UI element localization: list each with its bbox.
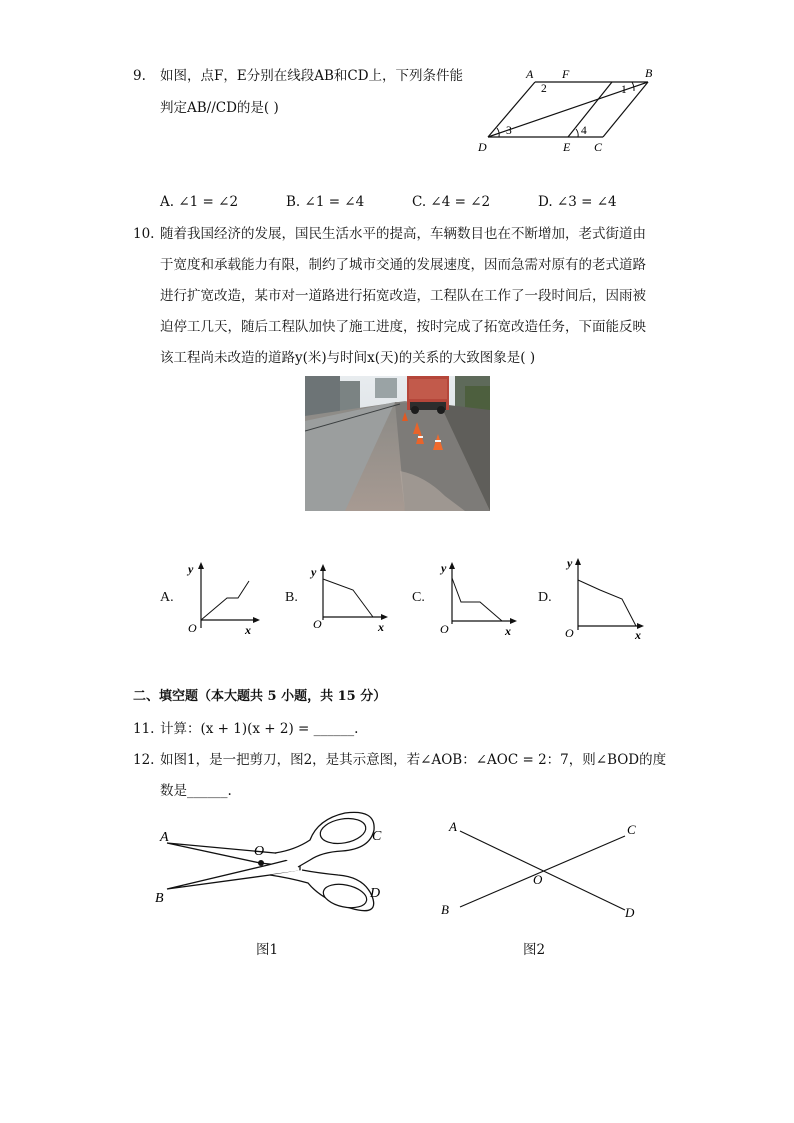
line-bc-fig2	[460, 836, 625, 907]
graph-a-origin: O	[188, 621, 197, 635]
graph-d-origin: O	[565, 626, 574, 640]
graph-b-x-label: x	[378, 620, 384, 634]
graph-c-letter: C.	[412, 590, 425, 605]
fig2-label-c: C	[627, 822, 636, 837]
scissors-pivot	[258, 860, 264, 866]
q10-text-line4: 迫停工几天，随后工程队加快了施工进度，按时完成了拓宽改造任务，下面能反映	[160, 319, 646, 335]
label-angle2: 2	[541, 83, 547, 95]
fig1-label-o: O	[254, 844, 265, 859]
label-d: D	[478, 140, 487, 154]
q11-text: 计算：(x + 1)(x + 2) = ______.	[160, 721, 359, 737]
q12-text-line1: 如图1，是一把剪刀，图2，是其示意图，若∠AOB：∠AOC = 2：7，则∠BOD的度	[160, 752, 667, 768]
fig2-caption: 图2	[523, 942, 546, 958]
q9-option-a: A. ∠1 = ∠2	[160, 194, 239, 210]
line-ef	[568, 82, 612, 137]
q12-text-line2: 数是______.	[160, 783, 232, 799]
fig2-label-b: B	[441, 902, 449, 917]
fig1-label-c: C	[372, 829, 382, 844]
graph-d-letter: D.	[538, 590, 552, 605]
graph-b	[306, 560, 391, 640]
fig1-label-b: B	[155, 891, 164, 906]
lower-blade	[167, 857, 300, 889]
graph-a-x-label: x	[245, 623, 251, 637]
label-angle1: 1	[621, 84, 627, 96]
graph-a-letter: A.	[160, 590, 174, 605]
label-f: F	[562, 67, 570, 81]
label-e: E	[563, 140, 571, 154]
graph-c-origin: O	[440, 622, 449, 636]
label-angle4: 4	[581, 125, 587, 137]
q10-text-line5: 该工程尚未改造的道路y(米)与时间x(天)的关系的大致图象是( )	[160, 350, 536, 366]
graph-c	[433, 556, 523, 640]
fig1-label-a: A	[160, 830, 169, 845]
graph-b-letter: B.	[285, 590, 298, 605]
angle4-arc	[576, 129, 578, 137]
label-angle3: 3	[506, 125, 512, 137]
q10-text-line1: 随着我国经济的发展，国民生活水平的提高，车辆数目也在不断增加，老式街道由	[160, 226, 646, 242]
graph-a	[180, 560, 260, 640]
fig1-label-d: D	[370, 886, 381, 901]
graph-b-origin: O	[313, 617, 322, 631]
q9-option-b: B. ∠1 = ∠4	[286, 194, 365, 210]
line-ad-fig2	[460, 831, 625, 910]
q10-text-line3: 进行扩宽改造，某市对一道路进行拓宽改造，工程队在工作了一段时间后，因雨被	[160, 288, 646, 304]
q10-number: 10.	[133, 226, 155, 242]
fig2-label-o: O	[533, 872, 543, 887]
graph-b-y-label: y	[311, 565, 317, 579]
q9-text-line1: 如图，点F，E分别在线段AB和CD上，下列条件能	[160, 68, 464, 84]
label-c: C	[594, 140, 603, 154]
q12-number: 12.	[133, 752, 155, 768]
angle3-arc	[497, 128, 499, 137]
fig2-label-a: A	[449, 819, 457, 834]
q9-parallelogram-figure	[470, 60, 670, 160]
intersecting-lines-figure	[435, 812, 645, 922]
q9-number: 9.	[133, 68, 146, 84]
label-a: A	[526, 67, 534, 81]
q10-text-line2: 于宽度和承载能力有限，制约了城市交通的发展速度，因而急需对原有的老式道路	[160, 257, 646, 273]
section-2-title: 二、填空题（本大题共 5 小题，共 15 分）	[133, 689, 387, 704]
label-b: B	[645, 66, 653, 80]
q9-option-c: C. ∠4 = ∠2	[412, 194, 491, 210]
fig2-label-d: D	[625, 905, 635, 920]
graph-d-y-label: y	[567, 556, 573, 570]
scissors-figure	[150, 805, 400, 925]
graph-c-x-label: x	[505, 624, 511, 638]
graph-a-y-label: y	[188, 562, 194, 576]
graph-c-y-label: y	[441, 561, 447, 575]
graph-d-x-label: x	[635, 628, 641, 642]
road-construction-photo	[305, 376, 490, 511]
fig1-caption: 图1	[256, 942, 279, 958]
graph-d	[560, 552, 650, 642]
angle1-arc	[632, 82, 634, 91]
q11-number: 11.	[133, 721, 155, 737]
q9-text-line2: 判定AB//CD的是( )	[160, 100, 279, 116]
q9-option-d: D. ∠3 = ∠4	[538, 194, 617, 210]
